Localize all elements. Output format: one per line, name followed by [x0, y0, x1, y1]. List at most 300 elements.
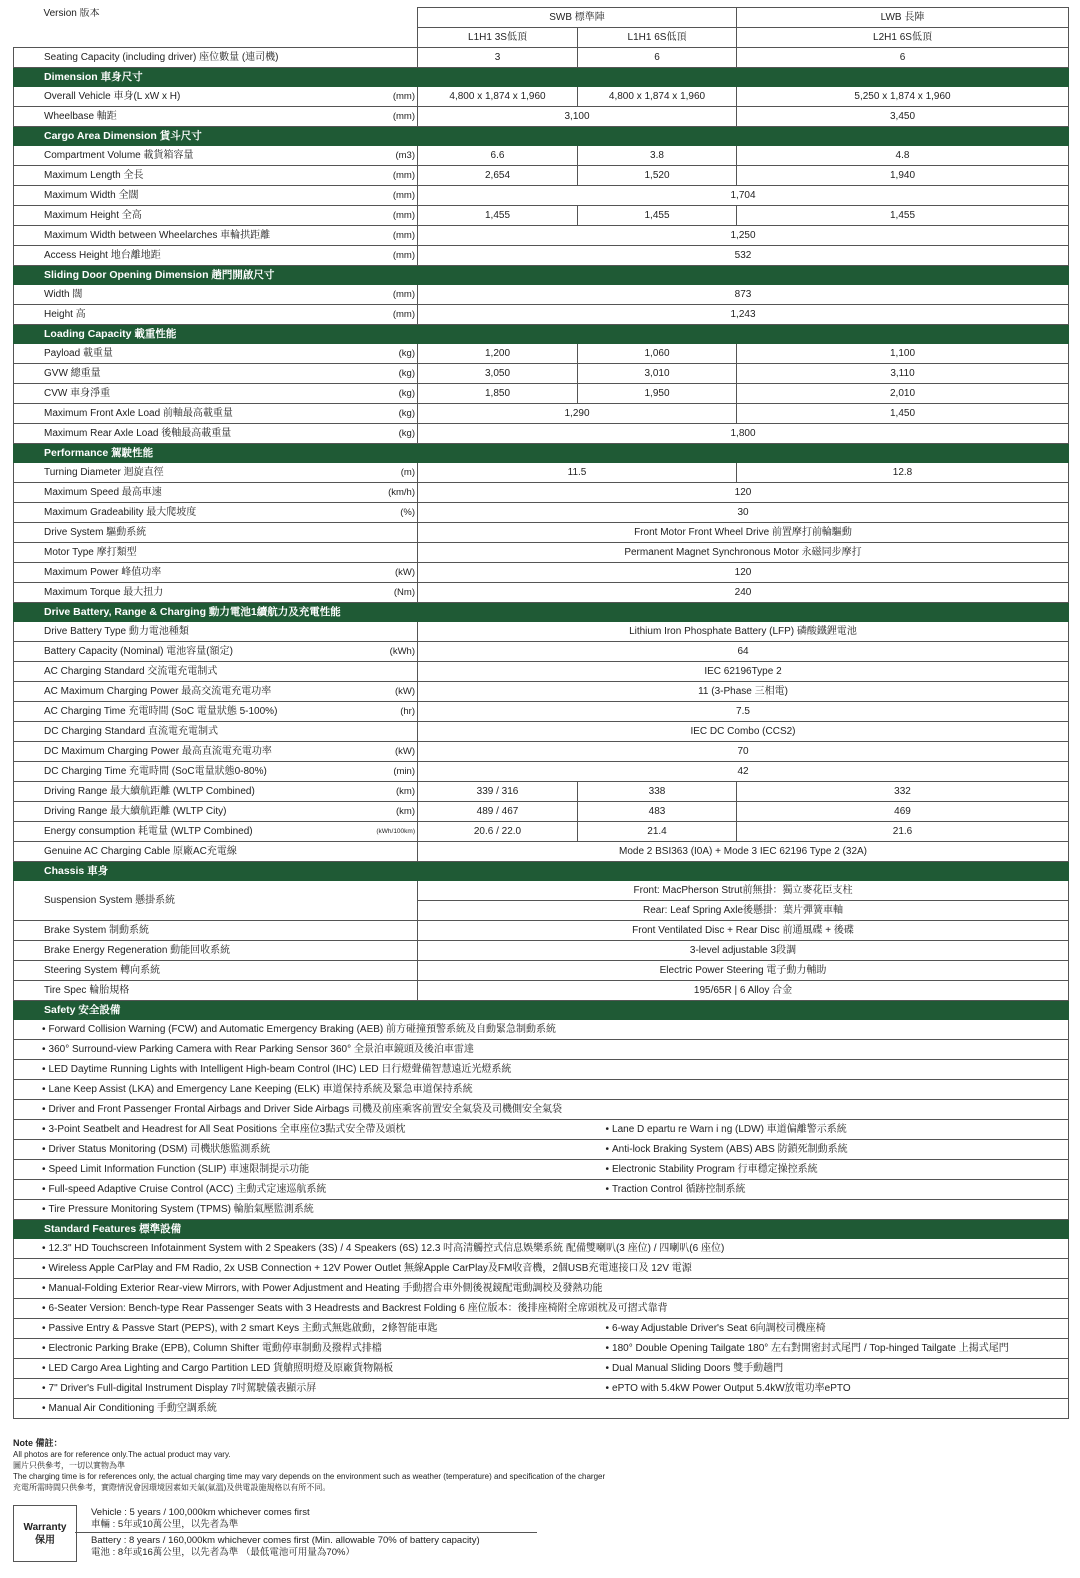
rangecity-unit: (km): [396, 806, 415, 817]
brake-label: Brake System 制動系統: [44, 925, 150, 936]
turning-v3: 12.8: [737, 463, 1069, 483]
payload-v2: 1,060: [578, 344, 737, 364]
dcpower-label: DC Maximum Charging Power 最高直流電充電功率: [44, 746, 272, 757]
payload-unit: (kg): [398, 348, 415, 359]
overall-v2: 4,800 x 1,874 x 1,960: [578, 87, 737, 107]
regen-row: [14, 941, 1069, 961]
actime-row: [14, 702, 1069, 722]
standard-item-text: • Passive Entry & Passve Start (PEPS), with 2 smart Keys 主動式無匙啟動，2條智能車匙: [42, 1323, 438, 1334]
rangecity-label: Driving Range 最大續航距離 (WLTP City): [44, 806, 227, 817]
regen-value: 3-level adjustable 3段調: [418, 941, 1069, 961]
dctime-row: [14, 762, 1069, 782]
cvw-v2: 1,950: [578, 384, 737, 404]
dcstd-label-cell: [14, 722, 418, 742]
swb-header: SWB 標準陣: [418, 8, 737, 28]
rearaxle-value: 1,800: [418, 424, 1069, 444]
frontaxle-label-cell: [14, 404, 418, 424]
section-dimension: Dimension 車身尺寸: [14, 68, 1069, 87]
turning-label-cell: [14, 463, 418, 483]
safety-item-text: • Lane D epartu re Warn i ng (LDW) 車道偏離警示系統: [606, 1124, 847, 1135]
standard-item-text: • Dual Manual Sliding Doors 雙手動趟門: [606, 1363, 784, 1374]
access-value: 532: [418, 246, 1069, 266]
acpower-label-cell: [14, 682, 418, 702]
overall-v1: 4,800 x 1,874 x 1,960: [418, 87, 578, 107]
safety-item-left: [14, 1140, 578, 1160]
cvw-label-cell: [14, 384, 418, 404]
standard-row: [14, 1379, 1069, 1399]
maxwidth-value: 1,704: [418, 186, 1069, 206]
standard-item-right: [578, 1379, 1069, 1399]
gvw-unit: (kg): [398, 368, 415, 379]
dcstd-label: DC Charging Standard 直流電充電制式: [44, 726, 218, 737]
energy-v1: 20.6 / 22.0: [418, 822, 578, 842]
access-label: Access Height 地台離地距: [44, 250, 161, 261]
access-unit: (mm): [392, 250, 415, 261]
safety-row: [14, 1060, 1069, 1080]
standard-item-right: [578, 1399, 1069, 1419]
notes-title: Note 備註：: [13, 1438, 63, 1448]
rangecity-v2: 483: [578, 802, 737, 822]
safety-item-text: • LED Daytime Running Lights with Intelligent High-beam Control (IHC) LED 日行燈聲備智慧遠近光燈系統: [42, 1064, 511, 1075]
range-label-cell: [14, 782, 418, 802]
dcstd-value: IEC DC Combo (CCS2): [418, 722, 1069, 742]
overall-unit: (mm): [392, 91, 415, 102]
spec-table: [13, 7, 1069, 1419]
acstd-row: [14, 662, 1069, 682]
motor-row: [14, 543, 1069, 563]
safety-item-text: • Electronic Stability Program 行車穩定操控系統: [606, 1164, 818, 1175]
access-row: [14, 246, 1069, 266]
torque-row: [14, 583, 1069, 603]
notes-line2: 圖片只供參考，一切以實物為準: [13, 1461, 125, 1470]
actime-label: AC Charging Time 充電時間 (SoC 電量狀態 5-100%): [44, 706, 278, 717]
standard-row: [14, 1259, 1069, 1279]
power-label: Maximum Power 峰值功率: [44, 567, 162, 578]
maxwidth-row: [14, 186, 1069, 206]
variant2: L1H1 6S低頂: [578, 28, 737, 48]
rangecity-v3: 469: [737, 802, 1069, 822]
rangecity-label-cell: [14, 802, 418, 822]
cable-label-cell: [14, 842, 418, 862]
grade-label: Maximum Gradeability 最大爬坡度: [44, 507, 197, 518]
standard-item-text: • ePTO with 5.4kW Power Output 5.4kW放電功率ePTO: [606, 1383, 851, 1394]
steering-label-cell: [14, 961, 418, 981]
section-loading: Loading Capacity 載重性能: [14, 325, 1069, 344]
warranty-title-zh: 保用: [35, 1534, 55, 1546]
maxheight-unit: (mm): [392, 210, 415, 221]
brake-value: Front Ventilated Disc + Rear Disc 前通風碟 + 後碟: [418, 921, 1069, 941]
standard-row: [14, 1279, 1069, 1299]
compartment-label-cell: [14, 146, 418, 166]
acpower-row: [14, 682, 1069, 702]
batcap-unit: (kWh): [389, 646, 415, 657]
standard-item-left: [14, 1359, 578, 1379]
maxwidth-unit: (mm): [392, 190, 415, 201]
section-safety: Safety 安全設備: [14, 1001, 1069, 1020]
gvw-row: [14, 364, 1069, 384]
cvw-v3: 2,010: [737, 384, 1069, 404]
safety-row: [14, 1040, 1069, 1060]
warranty-title-en: Warranty: [23, 1521, 67, 1533]
cvw-row: [14, 384, 1069, 404]
tire-value: 195/65R | 6 Alloy 合金: [418, 981, 1069, 1001]
actime-label-cell: [14, 702, 418, 722]
power-label-cell: [14, 563, 418, 583]
standard-item-text: • 180° Double Opening Tailgate 180° 左右對開密封式尾門 / Top-hinged Tailgate 上揭式尾門: [606, 1343, 1009, 1354]
torque-label-cell: [14, 583, 418, 603]
standard-item-left: [14, 1339, 578, 1359]
drive-label: Drive System 驅動系統: [44, 527, 147, 538]
maxspeed-unit: (km/h): [388, 487, 415, 498]
batcap-label: Battery Capacity (Nominal) 電池容量(額定): [44, 646, 233, 657]
wheelarch-unit: (mm): [392, 230, 415, 241]
motor-label-cell: [14, 543, 418, 563]
battype-label-cell: [14, 622, 418, 642]
warranty-battery-zh: 電池 : 8年或16萬公里，以先者為準 （最低電池可用量為70%）: [91, 1547, 355, 1558]
seating-v2: 6: [578, 48, 737, 68]
maxlen-v1: 2,654: [418, 166, 578, 186]
cable-label: Genuine AC Charging Cable 原廠AC充電線: [44, 846, 237, 857]
turning-label: Turning Diameter 迴旋直徑: [44, 467, 164, 478]
acstd-label: AC Charging Standard 交流電充電制式: [44, 666, 218, 677]
sdheight-label: Height 高: [44, 309, 86, 320]
acpower-unit: (kW): [394, 686, 415, 697]
suspension-row-front: [14, 881, 1069, 901]
sdheight-label-cell: [14, 305, 418, 325]
section-chassis: Chassis 車身: [14, 862, 1069, 881]
standard-item: [14, 1279, 1069, 1299]
safety-item-text: • Forward Collision Warning (FCW) and Automatic Emergency Braking (AEB) 前方碰撞預警系統及自動緊急制動系統: [42, 1024, 556, 1035]
overall-label: Overall Vehicle 車身(L xW x H): [44, 91, 181, 102]
acstd-value: IEC 62196Type 2: [418, 662, 1069, 682]
dctime-unit: (min): [393, 766, 415, 777]
wheelarch-label-cell: [14, 226, 418, 246]
actime-value: 7.5: [418, 702, 1069, 722]
safety-item-text: • Driver Status Monitoring (DSM) 司機狀態監測系統: [42, 1144, 270, 1155]
dctime-label: DC Charging Time 充電時間 (SoC電量狀態0-80%): [44, 766, 267, 777]
cable-row: [14, 842, 1069, 862]
safety-row: [14, 1080, 1069, 1100]
standard-item-text: • Wireless Apple CarPlay and FM Radio, 2x USB Connection + 12V Power Outlet 無線Apple CarPlay及FM收音機，2個USB充電連接口及 12V 電源: [42, 1263, 692, 1274]
cvw-v1: 1,850: [418, 384, 578, 404]
maxheight-label-cell: [14, 206, 418, 226]
standard-item-text: • Manual-Folding Exterior Rear-view Mirrors, with Power Adjustment and Heating 手動摺合車外側後視鏡配電動調校及發熱功能: [42, 1283, 603, 1294]
payload-label-cell: [14, 344, 418, 364]
safety-item-text: • 360° Surround-view Parking Camera with Rear Parking Sensor 360° 全景泊車鏡頭及後泊車雷達: [42, 1044, 474, 1055]
sdwidth-value: 873: [418, 285, 1069, 305]
grade-unit: (%): [400, 507, 415, 518]
gvw-label: GVW 總重量: [44, 368, 101, 379]
regen-label: Brake Energy Regeneration 動能回收系統: [44, 945, 231, 956]
standard-row: [14, 1339, 1069, 1359]
dcpower-label-cell: [14, 742, 418, 762]
maxspeed-row: [14, 483, 1069, 503]
regen-label-cell: [14, 941, 418, 961]
torque-unit: (Nm): [393, 587, 415, 598]
batcap-label-cell: [14, 642, 418, 662]
range-v3: 332: [737, 782, 1069, 802]
gvw-v1: 3,050: [418, 364, 578, 384]
version-header-row: [14, 8, 1069, 28]
safety-row: [14, 1160, 1069, 1180]
energy-v2: 21.4: [578, 822, 737, 842]
gvw-v2: 3,010: [578, 364, 737, 384]
rearaxle-unit: (kg): [398, 428, 415, 439]
access-label-cell: [14, 246, 418, 266]
frontaxle-v12: 1,290: [418, 404, 737, 424]
motor-value: Permanent Magnet Synchronous Motor 永磁同步摩打: [418, 543, 1069, 563]
standard-item-left: [14, 1379, 578, 1399]
warranty: [13, 1505, 538, 1560]
acpower-label: AC Maximum Charging Power 最高交流電充電功率: [44, 686, 272, 697]
suspension-front: Front: MacPherson Strut前無掛：獨立麥花臣支柱: [418, 881, 1069, 901]
gvw-label-cell: [14, 364, 418, 384]
payload-label: Payload 載重量: [44, 348, 113, 359]
overall-row: [14, 87, 1069, 107]
frontaxle-label: Maximum Front Axle Load 前軸最高載重量: [44, 408, 233, 419]
dcpower-unit: (kW): [394, 746, 415, 757]
brake-label-cell: [14, 921, 418, 941]
wheelbase-label: Wheelbase 軸距: [44, 111, 117, 122]
warranty-vehicle-zh: 車輛 : 5年或10萬公里，以先者為準: [91, 1519, 239, 1530]
maxlen-row: [14, 166, 1069, 186]
battype-row: [14, 622, 1069, 642]
safety-item-left: [14, 1200, 578, 1220]
standard-item-right: [578, 1339, 1069, 1359]
lwb-header: LWB 長陣: [737, 8, 1069, 28]
payload-v3: 1,100: [737, 344, 1069, 364]
safety-item-right: [578, 1200, 1069, 1220]
maxspeed-label-cell: [14, 483, 418, 503]
maxlen-unit: (mm): [392, 170, 415, 181]
standard-row: [14, 1239, 1069, 1259]
acpower-value: 11 (3-Phase 三相電): [418, 682, 1069, 702]
safety-item: [14, 1060, 1069, 1080]
maxheight-label: Maximum Height 全高: [44, 210, 142, 221]
safety-item-right: [578, 1120, 1069, 1140]
drive-row: [14, 523, 1069, 543]
acstd-label-cell: [14, 662, 418, 682]
seating-v1: 3: [418, 48, 578, 68]
drive-value: Front Motor Front Wheel Drive 前置摩打前輪驅動: [418, 523, 1069, 543]
dcpower-value: 70: [418, 742, 1069, 762]
maxheight-v3: 1,455: [737, 206, 1069, 226]
standard-item-text: • Manual Air Conditioning 手動空調系統: [42, 1403, 217, 1414]
range-row: [14, 782, 1069, 802]
standard-item-text: • 6-way Adjustable Driver's Seat 6向調校司機座椅: [606, 1323, 826, 1334]
version-label: Version 版本: [14, 8, 418, 48]
safety-item-left: [14, 1180, 578, 1200]
standard-item-right: [578, 1319, 1069, 1339]
warranty-box: [13, 1505, 77, 1562]
notes-line4: 充電所需時間只供參考，實際情況會因環境因素如天氣(氣溫)及供電設施規格以有所不同。: [13, 1483, 331, 1492]
torque-label: Maximum Torque 最大扭力: [44, 587, 164, 598]
overall-v3: 5,250 x 1,874 x 1,960: [737, 87, 1069, 107]
maxheight-v1: 1,455: [418, 206, 578, 226]
frontaxle-unit: (kg): [398, 408, 415, 419]
variant1: L1H1 3S低頂: [418, 28, 578, 48]
standard-item-left: [14, 1399, 578, 1419]
batcap-value: 64: [418, 642, 1069, 662]
warranty-vehicle-en: Vehicle : 5 years / 100,000km whichever comes first: [91, 1507, 310, 1518]
energy-v3: 21.6: [737, 822, 1069, 842]
seating-label: Seating Capacity (including driver) 座位數量 (連司機): [14, 48, 418, 68]
compartment-unit: (m3): [395, 150, 415, 161]
compartment-label: Compartment Volume 載貨箱容量: [44, 150, 194, 161]
standard-item: [14, 1299, 1069, 1319]
brake-row: [14, 921, 1069, 941]
range-v1: 339 / 316: [418, 782, 578, 802]
standard-item-text: • 7" Driver's Full-digital Instrument Display 7吋駕駛儀表顯示屏: [42, 1383, 316, 1394]
sdwidth-row: [14, 285, 1069, 305]
suspension-label: Suspension System 懸掛系統: [14, 881, 418, 921]
wheelbase-unit: (mm): [392, 111, 415, 122]
wheelarch-row: [14, 226, 1069, 246]
maxspeed-value: 120: [418, 483, 1069, 503]
energy-label-cell: [14, 822, 418, 842]
range-label: Driving Range 最大續航距離 (WLTP Combined): [44, 786, 255, 797]
standard-item-text: • 6-Seater Version: Bench-type Rear Passenger Seats with 3 Headrests and Backrest Folding 6 座位版本：後排座椅附全席頭枕及可摺式靠背: [42, 1303, 668, 1314]
warranty-text: [91, 1507, 480, 1559]
maxlen-v3: 1,940: [737, 166, 1069, 186]
maxlen-label-cell: [14, 166, 418, 186]
seating-row: [14, 48, 1069, 68]
safety-row: [14, 1100, 1069, 1120]
turning-row: [14, 463, 1069, 483]
notes-line3: The charging time is for references only, the actual charging time may vary depends on the environment such as weather (temperature) and specification of the charger: [13, 1472, 606, 1481]
standard-row: [14, 1399, 1069, 1419]
variant3: L2H1 6S低頂: [737, 28, 1069, 48]
safety-item-left: [14, 1160, 578, 1180]
rangecity-v1: 489 / 467: [418, 802, 578, 822]
cvw-unit: (kg): [398, 388, 415, 399]
standard-item: [14, 1239, 1069, 1259]
sdwidth-unit: (mm): [392, 289, 415, 300]
standard-item-text: • LED Cargo Area Lighting and Cargo Partition LED 貨艙照明燈及原廠貨物隔板: [42, 1363, 393, 1374]
safety-row: [14, 1140, 1069, 1160]
grade-value: 30: [418, 503, 1069, 523]
safety-item-left: [14, 1120, 578, 1140]
safety-row: [14, 1020, 1069, 1040]
safety-item: [14, 1020, 1069, 1040]
maxheight-row: [14, 206, 1069, 226]
power-value: 120: [418, 563, 1069, 583]
warranty-battery-en: Battery : 8 years / 160,000km whichever comes first (Min. allowable 70% of battery capacity): [91, 1535, 480, 1546]
frontaxle-v3: 1,450: [737, 404, 1069, 424]
turning-unit: (m): [400, 467, 415, 478]
suspension-rear: Rear: Leaf Spring Axle後懸掛：葉片彈簧車軸: [418, 901, 1069, 921]
safety-row: [14, 1180, 1069, 1200]
safety-item-text: • Lane Keep Assist (LKA) and Emergency Lane Keeping (ELK) 車道保持系統及緊急車道保持系統: [42, 1084, 473, 1095]
notes-line1: All photos are for reference only.The actual product may vary.: [13, 1450, 231, 1459]
standard-item: [14, 1259, 1069, 1279]
wheelarch-value: 1,250: [418, 226, 1069, 246]
sdheight-unit: (mm): [392, 309, 415, 320]
maxlen-label: Maximum Length 全長: [44, 170, 144, 181]
wheelbase-v12: 3,100: [418, 107, 737, 127]
steering-row: [14, 961, 1069, 981]
wheelbase-label-cell: [14, 107, 418, 127]
standard-row: [14, 1319, 1069, 1339]
drive-label-cell: [14, 523, 418, 543]
safety-item-text: • Full-speed Adaptive Cruise Control (ACC) 主動式定速巡航系統: [42, 1184, 326, 1195]
power-row: [14, 563, 1069, 583]
safety-item-right: [578, 1160, 1069, 1180]
energy-unit: (kWh/100km): [376, 828, 415, 835]
compartment-v1: 6.6: [418, 146, 578, 166]
safety-item-text: • Traction Control 循跡控制系統: [606, 1184, 746, 1195]
safety-item: [14, 1040, 1069, 1060]
cable-value: Mode 2 BSI363 (I0A) + Mode 3 IEC 62196 Type 2 (32A): [418, 842, 1069, 862]
tire-label-cell: [14, 981, 418, 1001]
range-v2: 338: [578, 782, 737, 802]
grade-row: [14, 503, 1069, 523]
safety-item-right: [578, 1140, 1069, 1160]
steering-label: Steering System 轉向系統: [44, 965, 161, 976]
payload-row: [14, 344, 1069, 364]
standard-row: [14, 1359, 1069, 1379]
dctime-label-cell: [14, 762, 418, 782]
seating-v3: 6: [737, 48, 1069, 68]
standard-item-text: • 12.3" HD Touchscreen Infotainment System with 2 Speakers (3S) / 4 Speakers (6S) 12.3 吋高清觸控式信息娛樂系統 配備雙喇叭(3 座位) / 四喇叭(6 座位): [42, 1243, 724, 1254]
safety-item-right: [578, 1180, 1069, 1200]
wheelbase-v3: 3,450: [737, 107, 1069, 127]
sdwidth-label: Width 闊: [44, 289, 83, 300]
rearaxle-label: Maximum Rear Axle Load 後軸最高載重量: [44, 428, 232, 439]
payload-v1: 1,200: [418, 344, 578, 364]
section-battery: Drive Battery, Range & Charging 動力電池1續航力及充電性能: [14, 603, 1069, 622]
motor-label: Motor Type 摩打類型: [44, 547, 137, 558]
maxwidth-label-cell: [14, 186, 418, 206]
energy-row: [14, 822, 1069, 842]
safety-row: [14, 1120, 1069, 1140]
compartment-row: [14, 146, 1069, 166]
maxlen-v2: 1,520: [578, 166, 737, 186]
section-sliding: Sliding Door Opening Dimension 趟門開啟尺寸: [14, 266, 1069, 285]
safety-item: [14, 1100, 1069, 1120]
maxwidth-label: Maximum Width 全闊: [44, 190, 139, 201]
power-unit: (kW): [394, 567, 415, 578]
section-cargo: Cargo Area Dimension 貨斗尺寸: [14, 127, 1069, 146]
rangecity-row: [14, 802, 1069, 822]
gvw-v3: 3,110: [737, 364, 1069, 384]
steering-value: Electric Power Steering 電子動力輔助: [418, 961, 1069, 981]
dctime-value: 42: [418, 762, 1069, 782]
wheelarch-label: Maximum Width between Wheelarches 車輪拱距離: [44, 230, 271, 241]
standard-item-right: [578, 1359, 1069, 1379]
grade-label-cell: [14, 503, 418, 523]
overall-label-cell: [14, 87, 418, 107]
dcstd-row: [14, 722, 1069, 742]
maxspeed-label: Maximum Speed 最高車速: [44, 487, 162, 498]
rearaxle-row: [14, 424, 1069, 444]
section-standard: Standard Features 標準設備: [14, 1220, 1069, 1239]
torque-value: 240: [418, 583, 1069, 603]
tire-row: [14, 981, 1069, 1001]
battype-value: Lithium Iron Phosphate Battery (LFP) 磷酸鐵鋰電池: [418, 622, 1069, 642]
cvw-label: CVW 車身淨重: [44, 388, 111, 399]
standard-row: [14, 1299, 1069, 1319]
energy-label: Energy consumption 耗電量 (WLTP Combined): [44, 826, 253, 837]
range-unit: (km): [396, 786, 415, 797]
standard-item-left: [14, 1319, 578, 1339]
safety-row: [14, 1200, 1069, 1220]
dcpower-row: [14, 742, 1069, 762]
rearaxle-label-cell: [14, 424, 418, 444]
standard-item-text: • Electronic Parking Brake (EPB), Column Shifter 電動停車制動及撥桿式排檔: [42, 1343, 382, 1354]
actime-unit: (hr): [400, 706, 415, 717]
maxheight-v2: 1,455: [578, 206, 737, 226]
